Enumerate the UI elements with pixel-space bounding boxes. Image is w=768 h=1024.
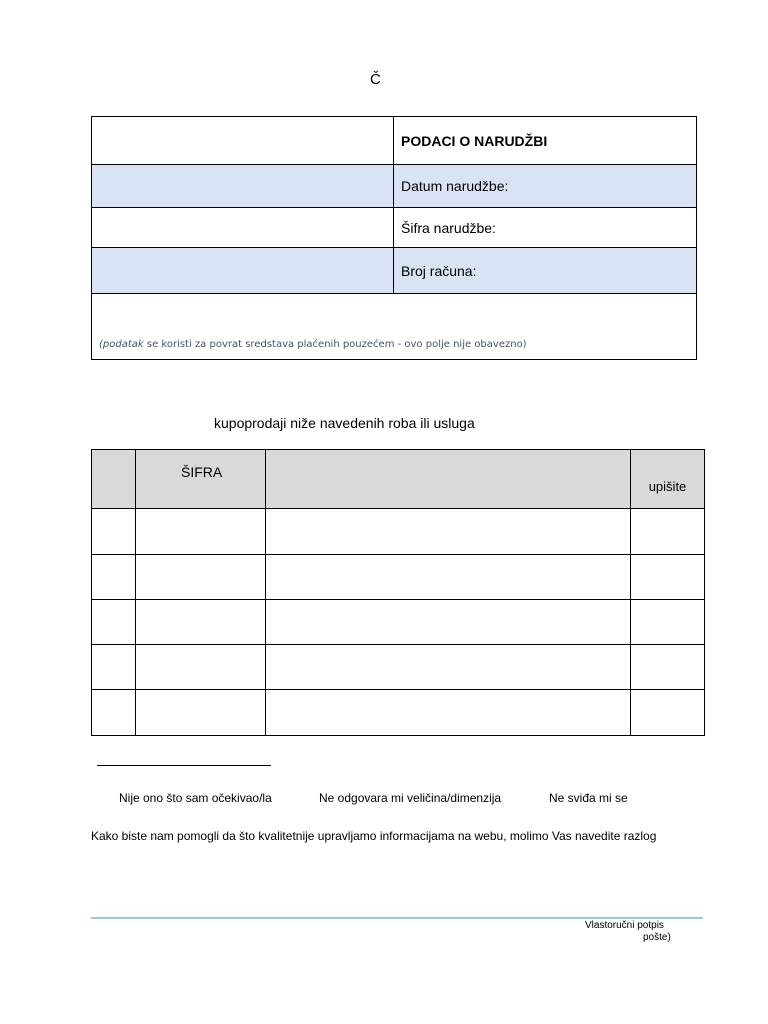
reason-option-2[interactable]: Ne odgovara mi veličina/dimenzija [319,791,502,805]
refund-note-text: se koristi za povrat sredstava plaćenih pouzećem - ovo polje nije obavezno) [143,339,527,350]
short-divider-line [97,765,271,766]
invoice-number-row [92,248,697,294]
help-text: Kako biste nam pomogli da što kvalitetnije upravljamo informacijama na webu, molimo Vas navedite razlog [91,829,657,843]
refund-note-emphasis: (podatak [99,339,144,350]
intro-text: kupoprodaji niže navedenih roba ili usluga [214,415,475,431]
order-code-row [92,208,697,248]
cell-name[interactable] [266,600,631,645]
table-row [92,645,705,690]
left-field-cell[interactable] [92,117,394,165]
cell-number[interactable] [92,645,136,690]
left-field-cell[interactable] [92,248,394,294]
refund-field-cell[interactable] [92,294,697,360]
header-cell-number [92,450,136,509]
reason-option-1[interactable]: Nije ono što sam očekivao/la [119,791,272,805]
order-date-row [92,165,697,208]
cell-code[interactable] [136,509,266,555]
items-header-row [92,450,705,509]
cell-code[interactable] [136,690,266,736]
signature-sublabel: pošte) [643,932,671,943]
signature-label: Vlastoručni potpis [585,920,664,931]
cell-name[interactable] [266,645,631,690]
cell-fill-in[interactable] [631,645,705,690]
header-cell-code: ŠIFRA [136,450,266,509]
page-title-char: Č [370,71,381,88]
table-row [92,690,705,736]
cell-code[interactable] [136,555,266,600]
order-info-heading: PODACI O NARUDŽBI [394,117,697,165]
reason-option-3[interactable]: Ne sviđa mi se [549,791,628,805]
signature-divider-line [91,917,703,919]
cell-fill-in[interactable] [631,600,705,645]
cell-name[interactable] [266,690,631,736]
invoice-number-field[interactable]: Broj računa: [394,248,697,294]
cell-code[interactable] [136,645,266,690]
refund-note [99,339,527,350]
cell-number[interactable] [92,600,136,645]
table-row [92,600,705,645]
cell-fill-in[interactable] [631,690,705,736]
cell-fill-in[interactable] [631,555,705,600]
order-info-table [91,116,697,360]
header-cell-name [266,450,631,509]
cell-number[interactable] [92,555,136,600]
cell-number[interactable] [92,690,136,736]
left-field-cell[interactable] [92,165,394,208]
cell-code[interactable] [136,600,266,645]
cell-number[interactable] [92,509,136,555]
table-row [92,509,705,555]
cell-fill-in[interactable] [631,509,705,555]
left-field-cell[interactable] [92,208,394,248]
order-code-field[interactable]: Šifra narudžbe: [394,208,697,248]
refund-note-row [92,294,697,360]
order-date-field[interactable]: Datum narudžbe: [394,165,697,208]
cell-name[interactable] [266,509,631,555]
cell-name[interactable] [266,555,631,600]
items-table [91,449,705,736]
header-cell-fill-in: upišite [631,450,705,509]
table-row [92,555,705,600]
order-info-header-row [92,117,697,165]
